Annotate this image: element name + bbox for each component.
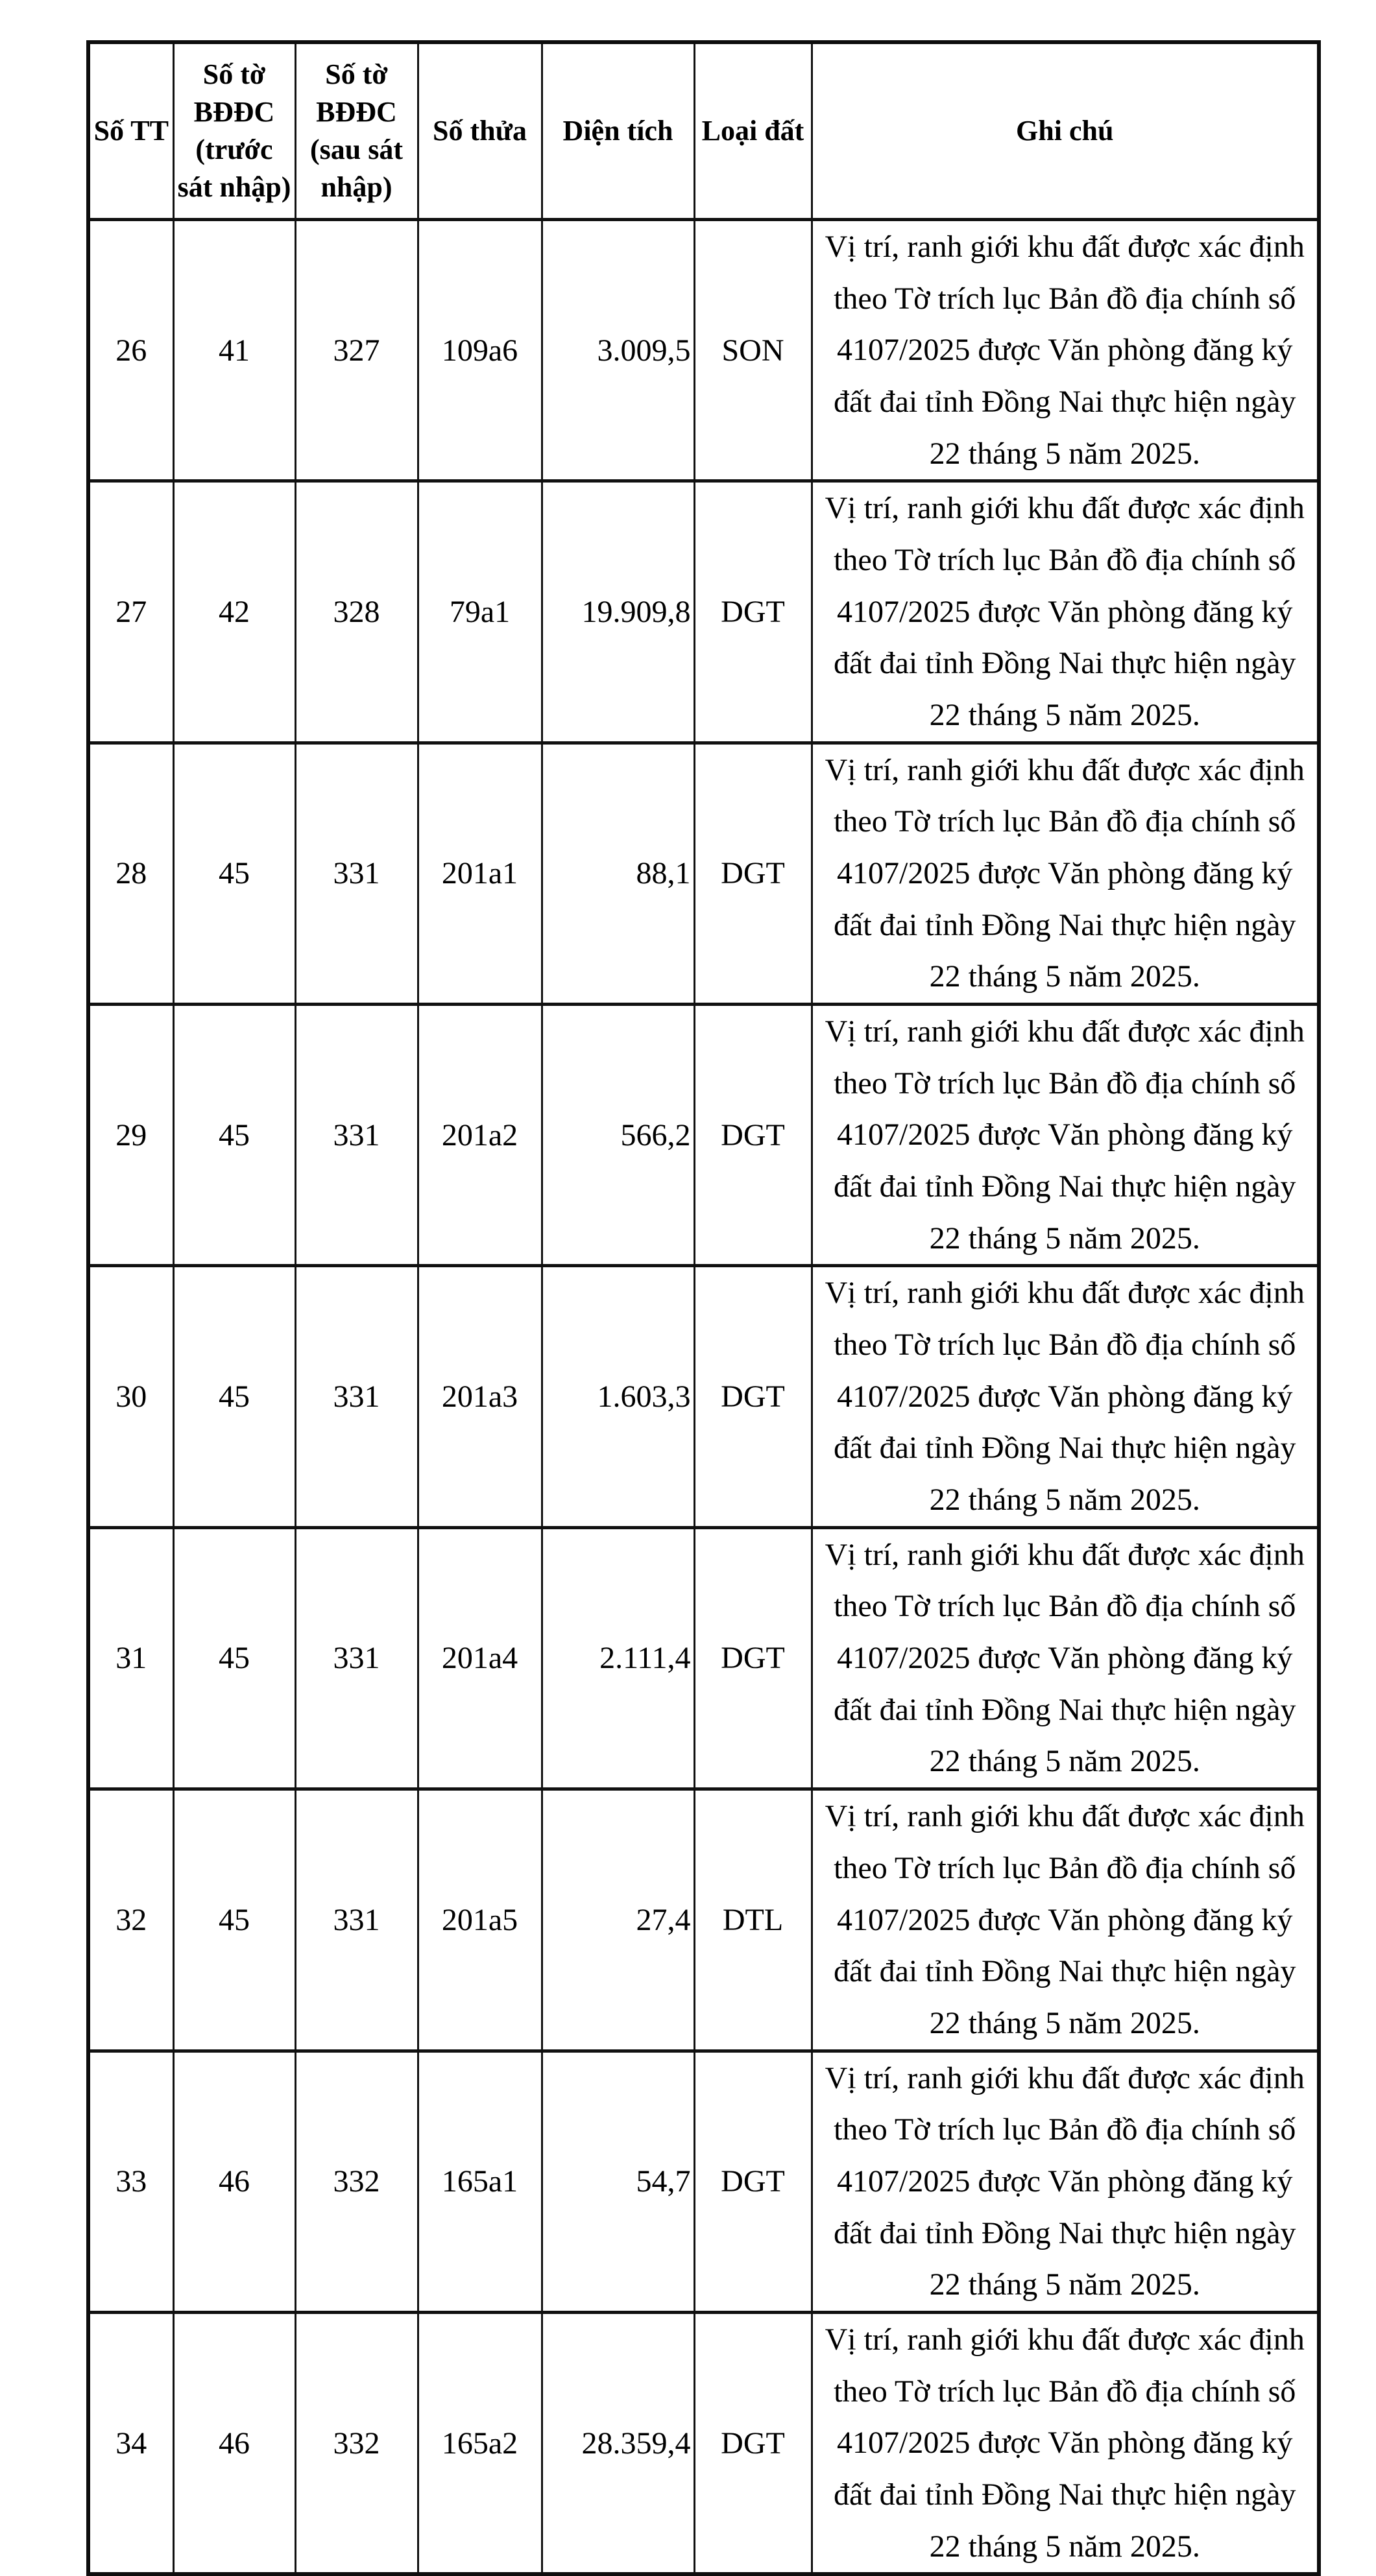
cell-ghi-chu: Vị trí, ranh giới khu đất được xác định theo Tờ trích lục Bản đồ địa chính số 4107/2025 được Văn phòng đăng ký đất đai tỉnh Đồng Nai thực hiện ngày 22 tháng 5 năm 2025. — [812, 1266, 1319, 1527]
cell-so-to-bddc-sau: 328 — [295, 481, 418, 743]
cell-ghi-chu: Vị trí, ranh giới khu đất được xác định theo Tờ trích lục Bản đồ địa chính số 4107/2025 được Văn phòng đăng ký đất đai tỉnh Đồng Nai thực hiện ngày 22 tháng 5 năm 2025. — [812, 1005, 1319, 1266]
cell-dien-tich: 2.111,4 — [542, 1527, 694, 1789]
cell-so-to-bddc-truoc: 46 — [173, 2312, 295, 2574]
cell-dien-tich: 3.009,5 — [542, 220, 694, 481]
table-row — [88, 1266, 1319, 1527]
cell-so-to-bddc-sau: 332 — [295, 2051, 418, 2312]
cell-ghi-chu: Vị trí, ranh giới khu đất được xác định theo Tờ trích lục Bản đồ địa chính số 4107/2025 được Văn phòng đăng ký đất đai tỉnh Đồng Nai thực hiện ngày 22 tháng 5 năm 2025. — [812, 220, 1319, 481]
table-header-row — [88, 42, 1319, 220]
cell-so-tt: 32 — [88, 1789, 173, 2051]
cell-so-tt: 30 — [88, 1266, 173, 1527]
table-header — [88, 42, 1319, 220]
cell-so-to-bddc-sau: 331 — [295, 1005, 418, 1266]
table-row — [88, 1005, 1319, 1266]
cell-so-to-bddc-sau: 332 — [295, 2312, 418, 2574]
cell-dien-tich: 19.909,8 — [542, 481, 694, 743]
cell-loai-dat: DGT — [694, 1005, 812, 1266]
cell-so-thua: 165a2 — [418, 2312, 542, 2574]
header-loai-dat: Loại đất — [694, 42, 812, 220]
cell-so-tt: 29 — [88, 1005, 173, 1266]
cell-so-thua: 201a4 — [418, 1527, 542, 1789]
cell-so-thua: 201a1 — [418, 743, 542, 1004]
cell-so-tt: 27 — [88, 481, 173, 743]
table-row — [88, 1789, 1319, 2051]
table-body — [88, 220, 1319, 2575]
header-so-to-bddc-sau: Số tờ BĐĐC (sau sát nhập) — [295, 42, 418, 220]
land-parcel-table — [86, 40, 1321, 2576]
cell-loai-dat: DGT — [694, 743, 812, 1004]
cell-dien-tich: 88,1 — [542, 743, 694, 1004]
table-row — [88, 743, 1319, 1004]
cell-dien-tich: 566,2 — [542, 1005, 694, 1266]
cell-so-to-bddc-truoc: 45 — [173, 1005, 295, 1266]
cell-so-thua: 165a1 — [418, 2051, 542, 2312]
cell-so-to-bddc-truoc: 41 — [173, 220, 295, 481]
cell-dien-tich: 54,7 — [542, 2051, 694, 2312]
cell-so-tt: 31 — [88, 1527, 173, 1789]
cell-so-to-bddc-sau: 331 — [295, 743, 418, 1004]
cell-so-thua: 201a5 — [418, 1789, 542, 2051]
cell-so-to-bddc-sau: 331 — [295, 1789, 418, 2051]
table-row — [88, 1527, 1319, 1789]
cell-loai-dat: DGT — [694, 481, 812, 743]
header-so-thua: Số thửa — [418, 42, 542, 220]
cell-ghi-chu: Vị trí, ranh giới khu đất được xác định theo Tờ trích lục Bản đồ địa chính số 4107/2025 được Văn phòng đăng ký đất đai tỉnh Đồng Nai thực hiện ngày 22 tháng 5 năm 2025. — [812, 2312, 1319, 2574]
table-row — [88, 481, 1319, 743]
cell-so-to-bddc-truoc: 45 — [173, 743, 295, 1004]
cell-dien-tich: 27,4 — [542, 1789, 694, 2051]
table-row — [88, 2051, 1319, 2312]
cell-loai-dat: DGT — [694, 1527, 812, 1789]
header-so-to-bddc-truoc: Số tờ BĐĐC (trước sát nhập) — [173, 42, 295, 220]
cell-so-to-bddc-sau: 331 — [295, 1527, 418, 1789]
cell-ghi-chu: Vị trí, ranh giới khu đất được xác định theo Tờ trích lục Bản đồ địa chính số 4107/2025 được Văn phòng đăng ký đất đai tỉnh Đồng Nai thực hiện ngày 22 tháng 5 năm 2025. — [812, 2051, 1319, 2312]
cell-so-to-bddc-truoc: 45 — [173, 1527, 295, 1789]
cell-dien-tich: 1.603,3 — [542, 1266, 694, 1527]
cell-so-thua: 109a6 — [418, 220, 542, 481]
cell-so-to-bddc-truoc: 45 — [173, 1789, 295, 2051]
cell-loai-dat: SON — [694, 220, 812, 481]
cell-so-tt: 33 — [88, 2051, 173, 2312]
cell-ghi-chu: Vị trí, ranh giới khu đất được xác định theo Tờ trích lục Bản đồ địa chính số 4107/2025 được Văn phòng đăng ký đất đai tỉnh Đồng Nai thực hiện ngày 22 tháng 5 năm 2025. — [812, 1527, 1319, 1789]
cell-so-thua: 79a1 — [418, 481, 542, 743]
cell-ghi-chu: Vị trí, ranh giới khu đất được xác định theo Tờ trích lục Bản đồ địa chính số 4107/2025 được Văn phòng đăng ký đất đai tỉnh Đồng Nai thực hiện ngày 22 tháng 5 năm 2025. — [812, 481, 1319, 743]
cell-so-to-bddc-truoc: 46 — [173, 2051, 295, 2312]
cell-loai-dat: DGT — [694, 2051, 812, 2312]
cell-loai-dat: DTL — [694, 1789, 812, 2051]
table-row — [88, 2312, 1319, 2574]
header-dien-tich: Diện tích — [542, 42, 694, 220]
cell-so-tt: 28 — [88, 743, 173, 1004]
cell-so-thua: 201a3 — [418, 1266, 542, 1527]
cell-loai-dat: DGT — [694, 2312, 812, 2574]
cell-ghi-chu: Vị trí, ranh giới khu đất được xác định theo Tờ trích lục Bản đồ địa chính số 4107/2025 được Văn phòng đăng ký đất đai tỉnh Đồng Nai thực hiện ngày 22 tháng 5 năm 2025. — [812, 743, 1319, 1004]
cell-so-to-bddc-sau: 327 — [295, 220, 418, 481]
table-row — [88, 220, 1319, 481]
cell-so-tt: 34 — [88, 2312, 173, 2574]
cell-so-to-bddc-truoc: 42 — [173, 481, 295, 743]
cell-ghi-chu: Vị trí, ranh giới khu đất được xác định theo Tờ trích lục Bản đồ địa chính số 4107/2025 được Văn phòng đăng ký đất đai tỉnh Đồng Nai thực hiện ngày 22 tháng 5 năm 2025. — [812, 1789, 1319, 2051]
cell-so-tt: 26 — [88, 220, 173, 481]
cell-loai-dat: DGT — [694, 1266, 812, 1527]
cell-dien-tich: 28.359,4 — [542, 2312, 694, 2574]
cell-so-to-bddc-sau: 331 — [295, 1266, 418, 1527]
header-so-tt: Số TT — [88, 42, 173, 220]
header-ghi-chu: Ghi chú — [812, 42, 1319, 220]
cell-so-thua: 201a2 — [418, 1005, 542, 1266]
cell-so-to-bddc-truoc: 45 — [173, 1266, 295, 1527]
